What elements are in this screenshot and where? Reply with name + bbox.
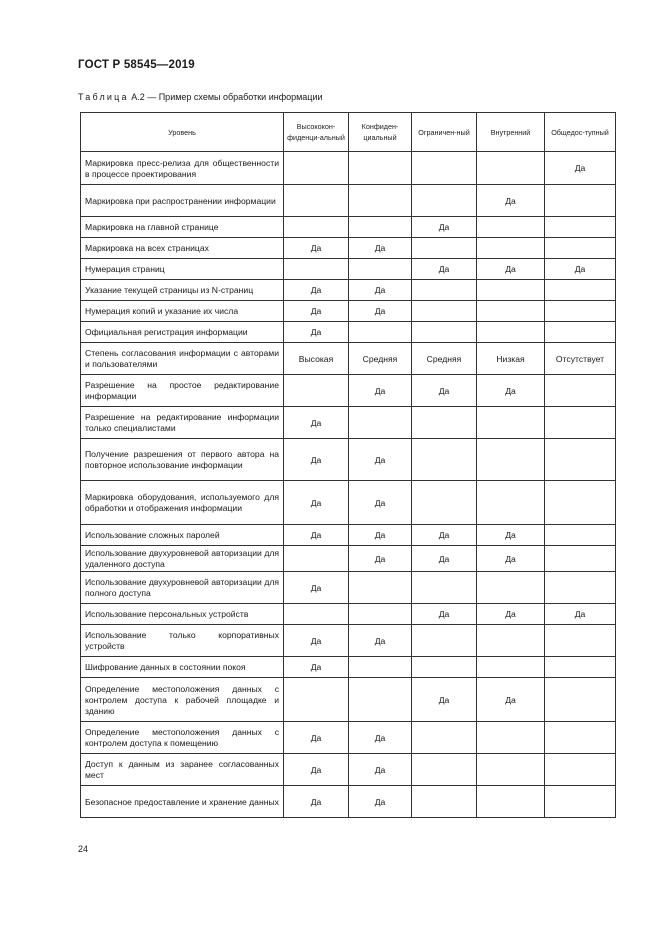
cell-highly-confidential: Высокая [284,343,349,375]
cell-public [545,375,616,407]
table-row [81,439,616,481]
cell-internal: Низкая [477,343,545,375]
cell-internal [477,238,545,259]
cell-restricted [412,407,477,439]
cell-highly-confidential [284,217,349,238]
cell-internal [477,280,545,301]
cell-public [545,546,616,572]
cell-confidential [349,217,412,238]
cell-public [545,185,616,217]
cell-confidential: Да [349,722,412,754]
cell-confidential: Да [349,301,412,322]
cell-highly-confidential [284,604,349,625]
table-row [81,238,616,259]
table-row [81,152,616,185]
cell-confidential: Да [349,546,412,572]
cell-internal [477,481,545,525]
cell-confidential: Да [349,280,412,301]
column-header-level: Уровень [81,113,284,152]
cell-confidential: Да [349,525,412,546]
table-caption-text: А.2 — Пример схемы обработки информации [128,92,323,102]
cell-highly-confidential [284,259,349,280]
document-title: ГОСТ Р 58545—2019 [78,59,195,71]
cell-confidential: Да [349,439,412,481]
cell-restricted [412,481,477,525]
table-caption-prefix: Таблица [78,92,129,102]
cell-highly-confidential: Да [284,280,349,301]
cell-highly-confidential: Да [284,722,349,754]
table-row [81,343,616,375]
row-label: Разрешение на простое редактирование информации [81,375,284,407]
cell-internal [477,322,545,343]
cell-confidential: Да [349,375,412,407]
cell-confidential [349,657,412,678]
cell-highly-confidential: Да [284,238,349,259]
cell-confidential: Да [349,786,412,818]
cell-internal [477,625,545,657]
column-header-public: Общедос-тупный [545,113,616,152]
cell-highly-confidential: Да [284,301,349,322]
table-row [81,259,616,280]
row-label: Маркировка на главной странице [81,217,284,238]
row-label: Маркировка на всех страницах [81,238,284,259]
table-row [81,185,616,217]
cell-public [545,481,616,525]
row-label: Определение местоположения данных с контролем доступа к рабочей площадке и зданию [81,678,284,722]
row-label: Использование двухуровневой авторизации для удаленного доступа [81,546,284,572]
cell-highly-confidential: Да [284,754,349,786]
cell-public [545,572,616,604]
cell-restricted: Да [412,217,477,238]
cell-public [545,322,616,343]
cell-restricted [412,786,477,818]
cell-public: Да [545,152,616,185]
row-label: Использование сложных паролей [81,525,284,546]
cell-internal [477,217,545,238]
row-label: Указание текущей страницы из N-страниц [81,280,284,301]
cell-restricted [412,572,477,604]
cell-confidential: Да [349,481,412,525]
column-header-highly-confidential: Высококон-фиденци-альный [284,113,349,152]
cell-restricted [412,722,477,754]
cell-internal: Да [477,678,545,722]
cell-internal: Да [477,185,545,217]
cell-internal: Да [477,525,545,546]
row-label: Получение разрешения от первого автора на повторное использование информации [81,439,284,481]
cell-public [545,407,616,439]
cell-internal: Да [477,375,545,407]
cell-highly-confidential: Да [284,481,349,525]
row-label: Шифрование данных в состоянии покоя [81,657,284,678]
row-label: Определение местоположения данных с контролем доступа к помещению [81,722,284,754]
table-row [81,546,616,572]
table-row [81,722,616,754]
cell-confidential [349,572,412,604]
cell-confidential [349,407,412,439]
table-row [81,322,616,343]
cell-internal [477,722,545,754]
cell-highly-confidential: Да [284,439,349,481]
cell-internal: Да [477,546,545,572]
cell-restricted [412,280,477,301]
cell-confidential [349,322,412,343]
table-row [81,217,616,238]
cell-internal [477,152,545,185]
cell-confidential: Средняя [349,343,412,375]
row-label: Маркировка при распространении информации [81,185,284,217]
cell-internal [477,572,545,604]
cell-restricted [412,301,477,322]
cell-public [545,238,616,259]
row-label: Использование двухуровневой авторизации для полного доступа [81,572,284,604]
cell-highly-confidential [284,152,349,185]
cell-confidential [349,604,412,625]
cell-internal [477,786,545,818]
row-label: Маркировка оборудования, используемого для обработки и отображения информации [81,481,284,525]
cell-internal: Да [477,259,545,280]
cell-confidential: Да [349,754,412,786]
table-row [81,604,616,625]
column-header-restricted: Ограничен-ный [412,113,477,152]
information-handling-table [80,112,616,818]
row-label: Степень согласования информации с авторами и пользователями [81,343,284,375]
row-label: Безопасное предоставление и хранение данных [81,786,284,818]
cell-restricted: Да [412,525,477,546]
cell-restricted [412,152,477,185]
cell-confidential: Да [349,238,412,259]
cell-restricted [412,754,477,786]
cell-public [545,301,616,322]
cell-restricted [412,657,477,678]
table-row [81,301,616,322]
row-label: Использование персональных устройств [81,604,284,625]
cell-public [545,280,616,301]
row-label: Нумерация страниц [81,259,284,280]
cell-highly-confidential: Да [284,322,349,343]
cell-highly-confidential [284,375,349,407]
cell-confidential: Да [349,625,412,657]
row-label: Разрешение на редактирование информации только специалистами [81,407,284,439]
cell-highly-confidential [284,185,349,217]
table-row [81,754,616,786]
cell-restricted [412,439,477,481]
table-row [81,407,616,439]
table-body [81,152,616,818]
cell-public [545,786,616,818]
cell-restricted: Да [412,259,477,280]
cell-public [545,657,616,678]
cell-public [545,525,616,546]
table-row [81,375,616,407]
column-header-confidential: Конфиден-циальный [349,113,412,152]
cell-public: Да [545,259,616,280]
cell-internal [477,407,545,439]
cell-restricted: Средняя [412,343,477,375]
cell-restricted: Да [412,546,477,572]
cell-restricted [412,322,477,343]
cell-internal: Да [477,604,545,625]
cell-restricted: Да [412,678,477,722]
cell-highly-confidential: Да [284,572,349,604]
table-header-row [81,113,616,152]
row-label: Нумерация копий и указание их числа [81,301,284,322]
cell-public [545,439,616,481]
cell-public [545,678,616,722]
cell-public [545,625,616,657]
column-header-internal: Внутренний [477,113,545,152]
page-number: 24 [78,844,89,854]
cell-highly-confidential: Да [284,407,349,439]
cell-restricted [412,238,477,259]
row-label: Маркировка пресс-релиза для общественности в процессе проектирования [81,152,284,185]
cell-restricted [412,625,477,657]
row-label: Доступ к данным из заранее согласованных мест [81,754,284,786]
table-row [81,481,616,525]
cell-restricted [412,185,477,217]
cell-public: Отсутствует [545,343,616,375]
cell-highly-confidential: Да [284,625,349,657]
table-row [81,625,616,657]
table-row [81,280,616,301]
cell-internal [477,754,545,786]
cell-confidential [349,678,412,722]
cell-highly-confidential: Да [284,657,349,678]
cell-highly-confidential: Да [284,525,349,546]
cell-highly-confidential [284,678,349,722]
table-row [81,572,616,604]
cell-internal [477,301,545,322]
table-row [81,678,616,722]
cell-public: Да [545,604,616,625]
cell-public [545,722,616,754]
table-caption [78,92,323,102]
table-row [81,657,616,678]
cell-confidential [349,259,412,280]
row-label: Официальная регистрация информации [81,322,284,343]
cell-restricted: Да [412,375,477,407]
cell-public [545,217,616,238]
table-row [81,525,616,546]
cell-internal [477,657,545,678]
cell-restricted: Да [412,604,477,625]
row-label: Использование только корпоративных устройств [81,625,284,657]
cell-confidential [349,152,412,185]
cell-public [545,754,616,786]
cell-confidential [349,185,412,217]
table-row [81,786,616,818]
cell-internal [477,439,545,481]
cell-highly-confidential: Да [284,786,349,818]
cell-highly-confidential [284,546,349,572]
